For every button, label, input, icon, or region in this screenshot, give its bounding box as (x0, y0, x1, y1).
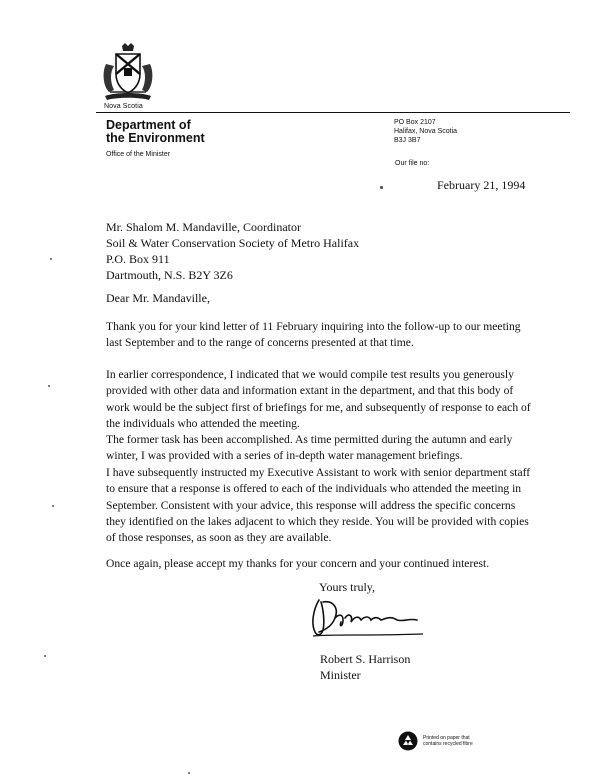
letter-date: February 21, 1994 (437, 178, 526, 192)
signer-name-title: Robert S. Harrison Minister (320, 652, 411, 682)
scan-speck (188, 772, 190, 774)
file-number-label: Our file no: (395, 160, 430, 167)
body-paragraph: In earlier correspondence, I indicated that we would compile test results you generously provided with other data and information extant in the department, and that this body of work would be the subject first of briefings for me, and subsequently of response to each of the individuals who attended the meeting. (106, 368, 531, 430)
nova-scotia-coat-of-arms-icon (100, 42, 156, 102)
scan-speck (50, 258, 52, 260)
complimentary-close: Yours truly, (319, 580, 376, 594)
scan-speck (52, 505, 54, 507)
office-label: Office of the Minister (106, 151, 171, 158)
scan-speck (380, 186, 383, 189)
body-paragraph: Once again, please accept my thanks for your concern and your continued interest. (106, 557, 490, 570)
recipient-address: Mr. Shalom M. Mandaville, Coordinator Soil & Water Conservation Society of Metro Halifax P.O. Box 911 Dartmouth, N.S. B2Y 3Z6 (106, 220, 360, 282)
letterhead-rule (96, 112, 570, 113)
handwritten-signature (305, 592, 425, 644)
province-label: Nova Scotia (104, 103, 143, 110)
mailing-address: PO Box 2107 Halifax, Nova Scotia B3J 3B7 (394, 119, 458, 144)
scan-speck (48, 385, 50, 387)
department-name: Department of the Environment (106, 118, 205, 145)
body-paragraph: Thank you for your kind letter of 11 February inquiring into the follow-up to our meeting last September and to the range of concerns presented at that time. (106, 320, 521, 350)
recycled-paper-icon (398, 731, 418, 751)
salutation: Dear Mr. Mandaville, (106, 291, 210, 305)
recycled-paper-note: Printed on paper that contains recycled fibre (423, 735, 473, 747)
body-paragraph: The former task has been accomplished. As time permitted during the autumn and early winter, I was provided with a series of in-depth water management briefings. (106, 433, 513, 463)
scan-speck (44, 655, 46, 657)
body-paragraph: I have subsequently instructed my Executive Assistant to work with senior department staff to ensure that a response is offered to each of the individuals who attended the meeting in September. Consistent with your advice, this response will address the specific concerns they identified on the lakes adjacent to which they reside. You will be provided with copies of those responses, as soon as they are available. (106, 466, 531, 545)
